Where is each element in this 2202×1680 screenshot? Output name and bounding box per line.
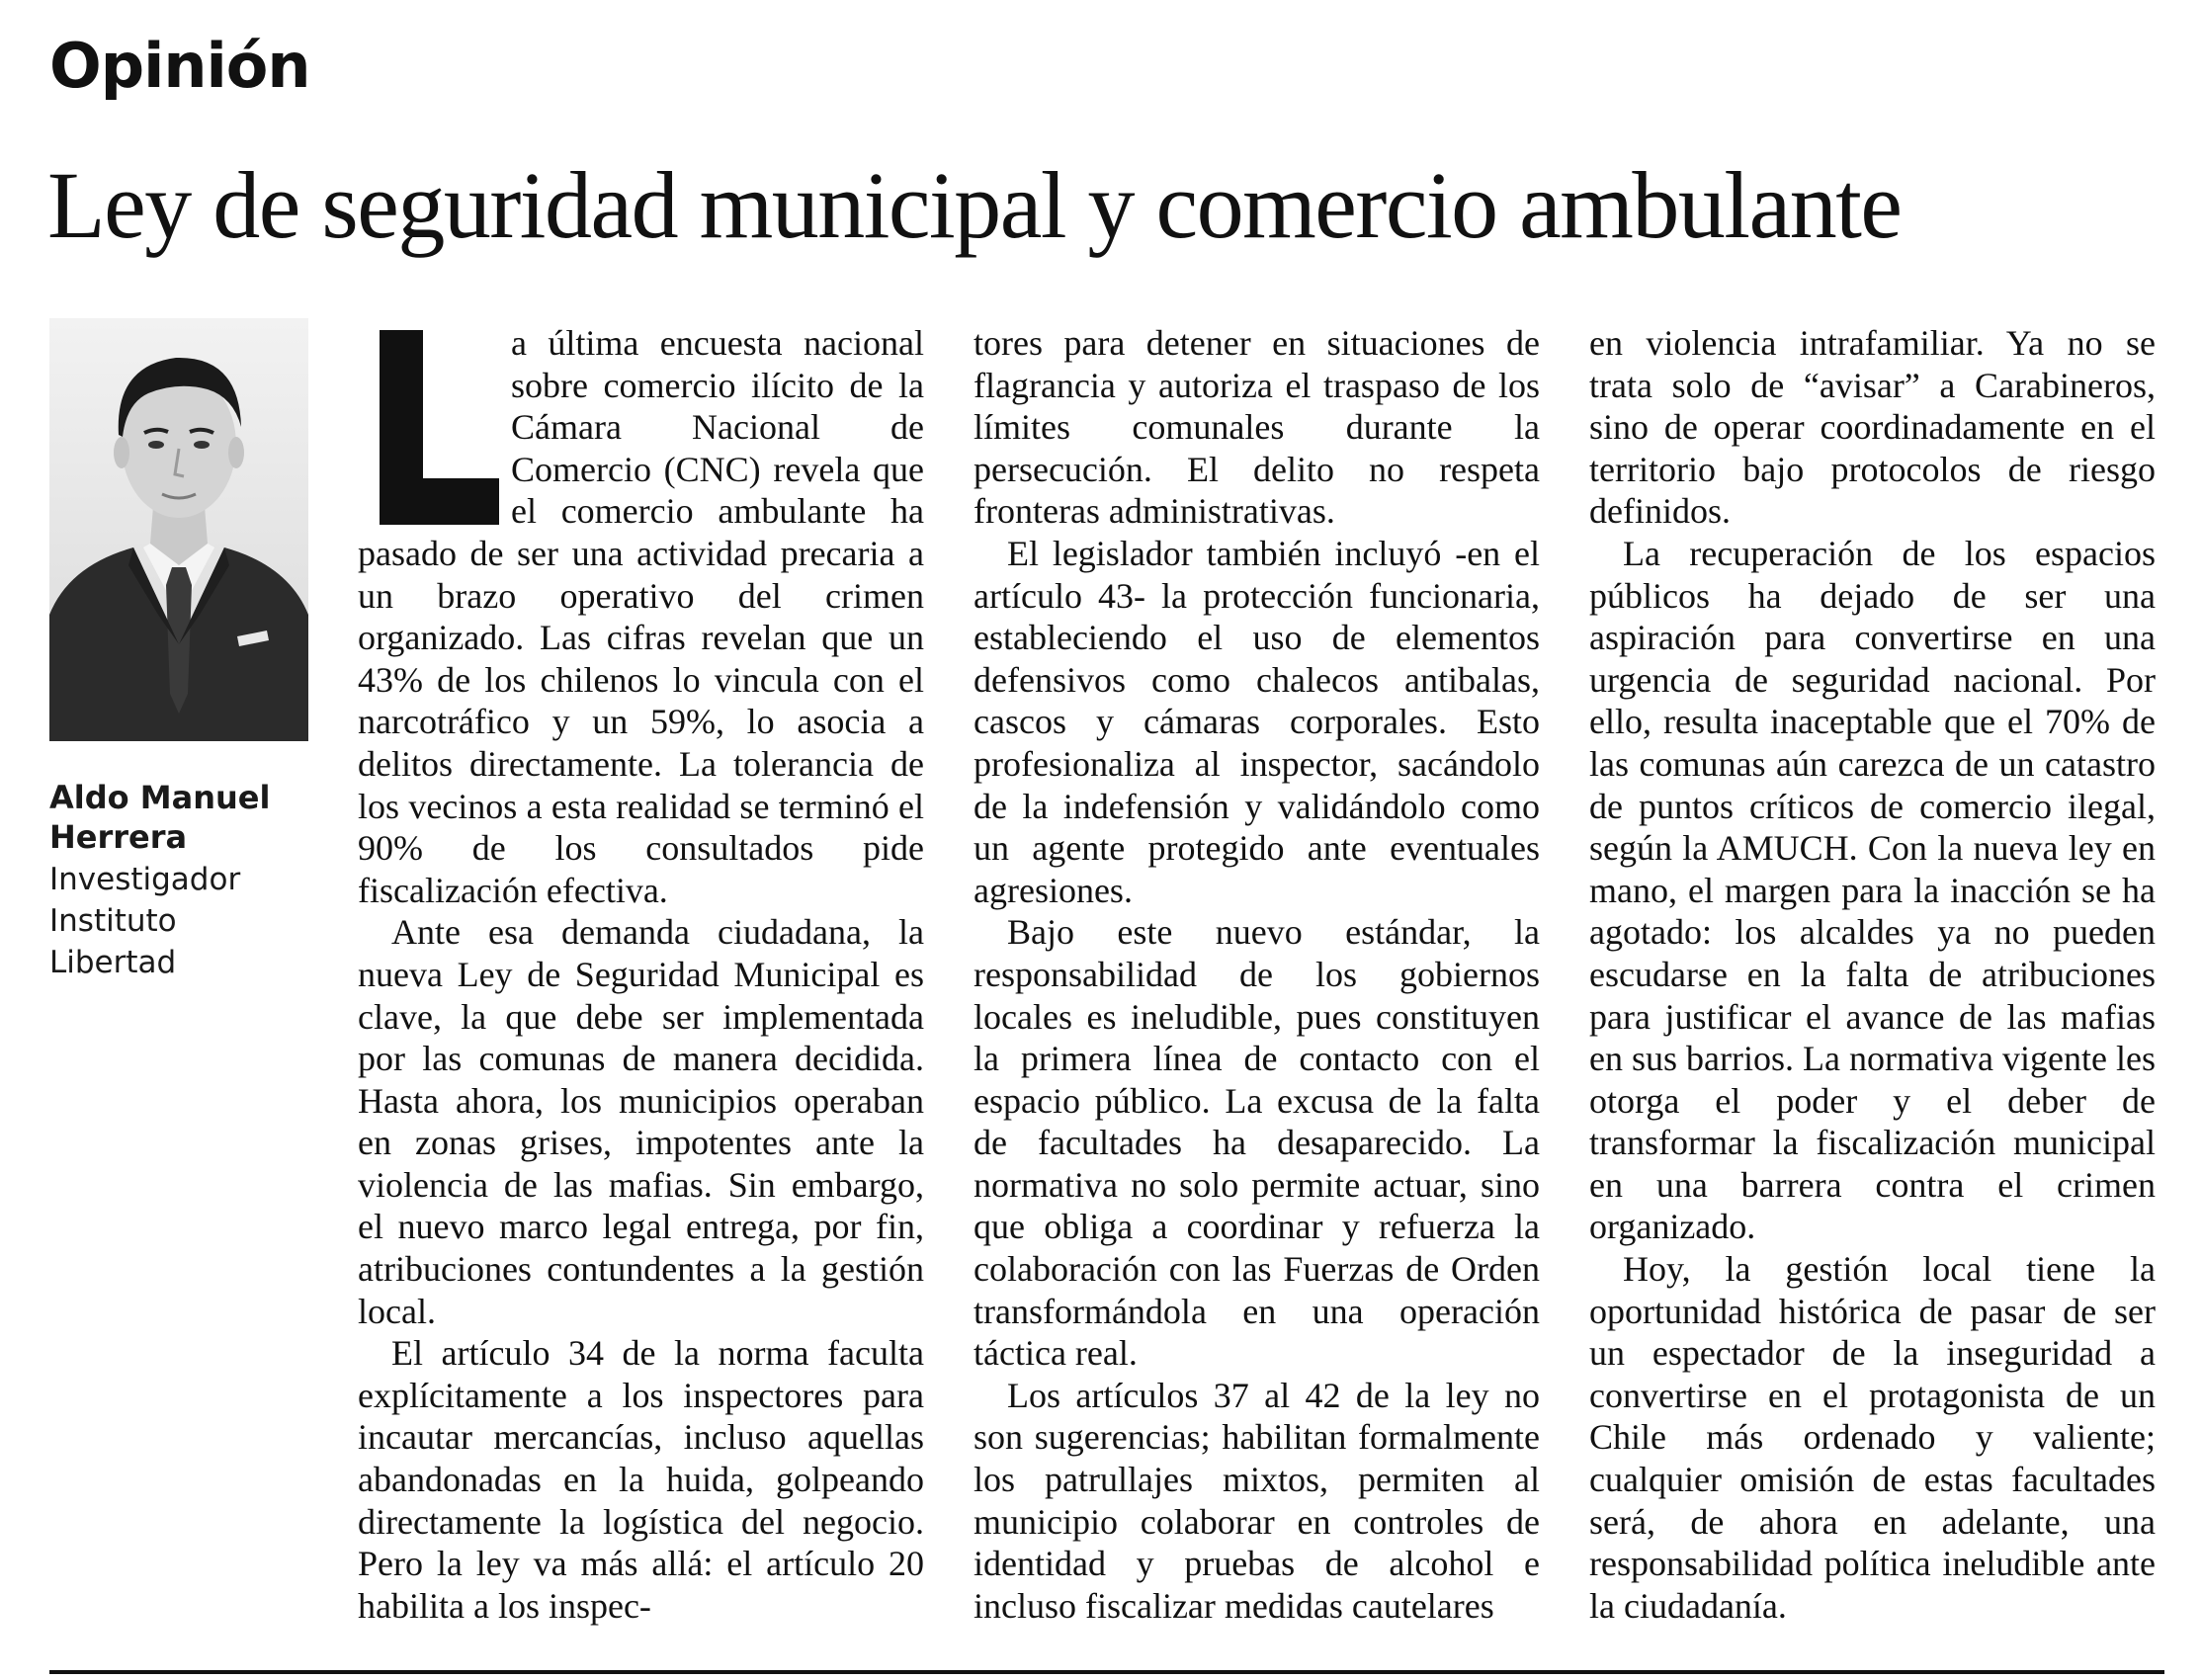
bottom-rule bbox=[49, 1670, 2164, 1674]
article-paragraph bbox=[358, 322, 924, 911]
author-role-line1: Investigador bbox=[49, 862, 241, 897]
article-paragraph: Ante esa demanda ciudadana, la nueva Ley de Seguridad Municipal es clave, la que debe ser implementada por las comunas de manera decidida. Hasta ahora, los municipios operaban en zonas grises, impotentes ante la violencia de las mafias. Sin embargo, el nuevo marco legal entrega, por fin, atribuciones contundentes a la gestión local. bbox=[358, 912, 924, 1331]
section-label: Opinión bbox=[49, 30, 310, 102]
article-paragraph: en violencia intrafamiliar. Ya no se trata solo de “avisar” a Carabineros, sino de operar coordinadamente en el territorio bajo protocolos de riesgo definidos. bbox=[1589, 323, 2156, 532]
article-paragraph: Hoy, la gestión local tiene la oportunidad histórica de pasar de ser un espectador de la inseguridad a convertirse en el protagonista de un Chile más ordenado y valiente; cualquier omisión de estas facultades será, de ahora en adelante, una responsabilidad política ineludible ante la ciudadanía. bbox=[1589, 1249, 2156, 1626]
paragraph-text: a última encuesta nacional sobre comercio ilícito de la Cámara Nacional de Comercio (CNC) revela que el comercio ambulante ha pasado de ser una actividad precaria a un brazo operativo del crimen organizado. Las cifras revelan que un 43% de los chilenos lo vincula con el narcotráfico y un 59%, lo asocia a delitos directamente. La tolerancia de los vecinos a esta realidad se terminó el 90% de los consultados pide fiscalización efectiva. bbox=[358, 323, 924, 910]
drop-cap bbox=[380, 330, 499, 525]
article-column-3 bbox=[1589, 322, 2156, 1627]
author-photo bbox=[49, 318, 308, 741]
article-column-2 bbox=[974, 322, 1540, 1627]
author-role bbox=[49, 859, 316, 983]
article-paragraph: El legislador también incluyó -en el artículo 43- la protección funcionaria, estableciendo el uso de elementos defensivos como chalecos antibalas, cascos y cámaras corporales. Esto profesionaliza al inspector, sacándolo de la indefensión y validándolo como un agente protegido ante eventuales agresiones. bbox=[974, 533, 1540, 910]
article-paragraph: El artículo 34 de la norma faculta explícitamente a los inspectores para incautar mercancías, incluso aquellas abandonadas en la huida, golpeando directamente la logística del negocio. Pero la ley va más allá: el artículo 20 habilita a los inspec- bbox=[358, 1333, 924, 1626]
article-paragraph: tores para detener en situaciones de flagrancia y autoriza el traspaso de los límites comunales durante la persecución. El delito no respeta fronteras administrativas. bbox=[974, 323, 1540, 532]
author-name: Aldo Manuel Herrera bbox=[49, 779, 271, 856]
article-paragraph: La recuperación de los espacios públicos ha dejado de ser una aspiración para convertirse en una urgencia de seguridad nacional. Por ello, resulta inaceptable que el 70% de las comunas aún carezca de un catastro de puntos críticos de comercio ilegal, según la AMUCH. Con la nueva ley en mano, el margen para la inacción se ha agotado: los alcaldes ya no pueden escudarse en la falta de atribuciones para justificar el avance de las mafias en sus barrios. La normativa vigente les otorga el poder y el deber de transformar la fiscalización municipal en una barrera contra el crimen organizado. bbox=[1589, 533, 2156, 1247]
article-paragraph: Bajo este nuevo estándar, la responsabilidad de los gobiernos locales es ineludible, pues constituyen la primera línea de contacto con el espacio público. La excusa de la falta de facultades ha desaparecido. La normativa no solo permite actuar, sino que obliga a coordinar y refuerza la colaboración con las Fuerzas de Orden transformándola en una operación táctica real. bbox=[974, 912, 1540, 1374]
author-role-line3: Libertad bbox=[49, 945, 177, 980]
author-block bbox=[49, 778, 316, 983]
article-headline: Ley de seguridad municipal y comercio ambulante bbox=[47, 152, 1902, 258]
article-paragraph: Los artículos 37 al 42 de la ley no son sugerencias; habilitan formalmente los patrullajes mixtos, permiten al municipio colaborar en controles de identidad y pruebas de alcohol e incluso fiscalizar medidas cautelares bbox=[974, 1375, 1540, 1626]
article-column-1 bbox=[358, 322, 924, 1627]
author-role-line2: Instituto bbox=[49, 903, 177, 939]
